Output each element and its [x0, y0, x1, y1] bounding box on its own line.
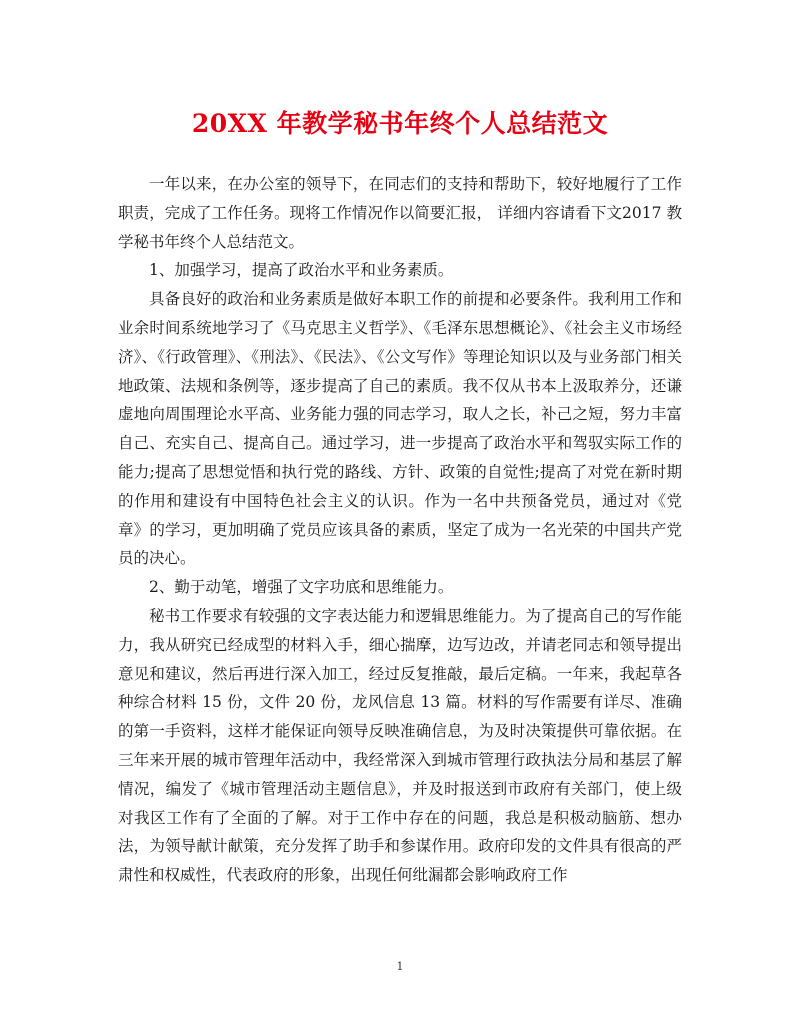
section-heading-2: 2、勤于动笔，增强了文字功底和思维能力。 — [149, 578, 454, 597]
page-number: 1 — [396, 960, 404, 973]
document-title: 20XX 年教学秘书年终个人总结范文 — [191, 109, 609, 138]
paragraph-section-1: 具备良好的政治和业务素质是做好本职工作的前提和必要条件。我利用工作和业余时间系统地学习了《马克思主义哲学》、《毛泽东思想概论》、《社会主义市场经济》、《行政管理》、《刑法》、《民法》、《公文写作》等理论知识以及与业务部门相关地政策、法规和条例等，逐步提高了自己的素质。我不仅从书本上汲取养分，还谦虚地向周围理论水平高、业务能力强的同志学习，取人之长，补己之短，努力丰富自己、充实自己、提高自己。通过学习，进一步提高了政治水平和驾驭实际工作的能力;提高了思想觉悟和执行党的路线、方针、政策的自觉性;提高了对党在新时期的作用和建设有中国特色社会主义的认识。作为一名中共预备党员，通过对《党章》的学习，更加明确了党员应该具备的素质，坚定了成为一名光荣的中国共产党员的决心。 — [118, 290, 682, 568]
document-body — [118, 170, 682, 890]
section-heading-1: 1、加强学习，提高了政治水平和业务素质。 — [149, 261, 454, 280]
paragraph-section-2: 秘书工作要求有较强的文字表达能力和逻辑思维能力。为了提高自己的写作能力，我从研究已经成型的材料入手，细心揣摩，边写边改，并请老同志和领导提出意见和建议，然后再进行深入加工，经过反复推敲，最后定稿。一年来，我起草各种综合材料 15 份，文件 20 份，龙风信息 13 篇。材料的写作需要有详尽、准确的第一手资料，这样才能保证向领导反映准确信息，为及时决策提供可靠依据。在三年来开展的城市管理年活动中，我经常深入到城市管理行政执法分局和基层了解情况，编发了《城市管理活动主题信息》，并及时报送到市政府有关部门，使上级对我区工作有了全面的了解。对于工作中存在的问题，我总是积极动脑筋、想办法，为领导献计献策，充分发挥了助手和参谋作用。政府印发的文件具有很高的严肃性和权威性，代表政府的形象，出现任何纰漏都会影响政府工作 — [118, 606, 682, 885]
paragraph-intro: 一年以来，在办公室的领导下，在同志们的支持和帮助下，较好地履行了工作职责，完成了工作任务。现将工作情况作以简要汇报， 详细内容请看下文2017 教学秘书年终个人总结范文。 — [118, 175, 682, 251]
